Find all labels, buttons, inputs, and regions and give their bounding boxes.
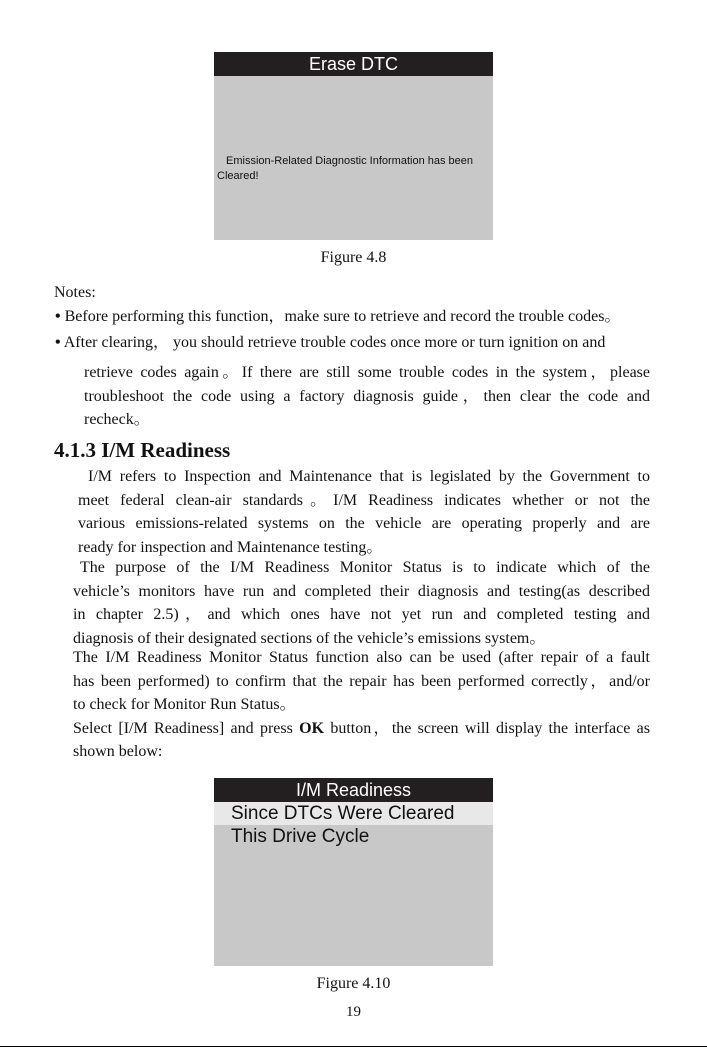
notes-bullet-2-continuation-2: troubleshoot the code using a factory diagnosis guide，then clear the code and	[84, 387, 650, 405]
ok-button-label: OK	[299, 719, 325, 737]
para4-line-2: shown below:	[73, 743, 163, 760]
menu-item-since-dtcs-cleared[interactable]: Since DTCs Were Cleared	[214, 802, 493, 825]
notes-bullet-2-text: After clearing， you should retrieve trouble codes once more or turn ignition on and	[63, 334, 606, 351]
erase-message-line-1: Emission-Related Diagnostic Information has been	[226, 155, 474, 167]
para2-line-4: diagnosis of their designated sections of the vehicle’s emissions system。	[73, 629, 546, 647]
page-number: 19	[346, 1004, 361, 1020]
erase-dtc-screen-title: Erase DTC	[214, 52, 493, 76]
para3-line-2: has been performed) to confirm that the repair has been performed correctly，and/or	[73, 672, 650, 690]
para4-line-1	[73, 717, 650, 741]
para2-line-3: in chapter 2.5)，and which ones have not yet run and completed testing and	[73, 606, 650, 623]
notes-bullet-2	[55, 331, 655, 355]
para1-line-1: I/M refers to Inspection and Maintenance that is legislated by the Government to	[88, 468, 650, 485]
para1-line-4: ready for inspection and Maintenance testing。	[78, 538, 383, 556]
erase-message-line-2: Cleared!	[217, 170, 259, 182]
para3-line-3: to check for Monitor Run Status。	[73, 696, 296, 713]
para1-line-2: meet federal clean-air standards。I/M Readiness indicates whether or not the	[78, 491, 650, 509]
notes-bullet-1	[55, 305, 655, 329]
figure-caption-4-10: Figure 4.10	[316, 975, 391, 992]
para3-line-1: The I/M Readiness Monitor Status function also can be used (after repair of a fault	[73, 649, 650, 666]
section-heading: 4.1.3 I/M Readiness	[54, 438, 231, 462]
figure-caption-4-8: Figure 4.8	[320, 249, 387, 266]
erase-dtc-screen	[214, 52, 493, 240]
notes-bullet-2-continuation-3: recheck。	[84, 411, 150, 428]
erase-confirmation-message	[217, 154, 491, 184]
notes-heading: Notes:	[54, 284, 96, 301]
menu-item-this-drive-cycle[interactable]: This Drive Cycle	[231, 826, 370, 847]
notes-bullet-1-text: Before performing this function，make sure to retrieve and record the trouble codes。	[64, 308, 621, 325]
para1-line-3: various emissions-related systems on the vehicle are operating properly and are	[78, 515, 650, 532]
para4-text-pre: Select [I/M Readiness] and press	[73, 719, 300, 737]
bullet-dot: •	[55, 334, 61, 351]
im-readiness-screen	[214, 778, 493, 966]
im-readiness-screen-title: I/M Readiness	[214, 778, 493, 802]
para2-line-1: The purpose of the I/M Readiness Monitor Status is to indicate which of the	[80, 559, 650, 576]
para2-line-2: vehicle’s monitors have run and completed their diagnosis and testing(as described	[73, 582, 650, 600]
notes-bullet-2-continuation-1: retrieve codes again。If there are still some trouble codes in the system，please	[84, 364, 650, 381]
page-bottom-rule	[0, 1046, 707, 1047]
para4-text-post: button，the screen will display the interface as	[324, 719, 650, 737]
bullet-dot: •	[55, 308, 61, 325]
